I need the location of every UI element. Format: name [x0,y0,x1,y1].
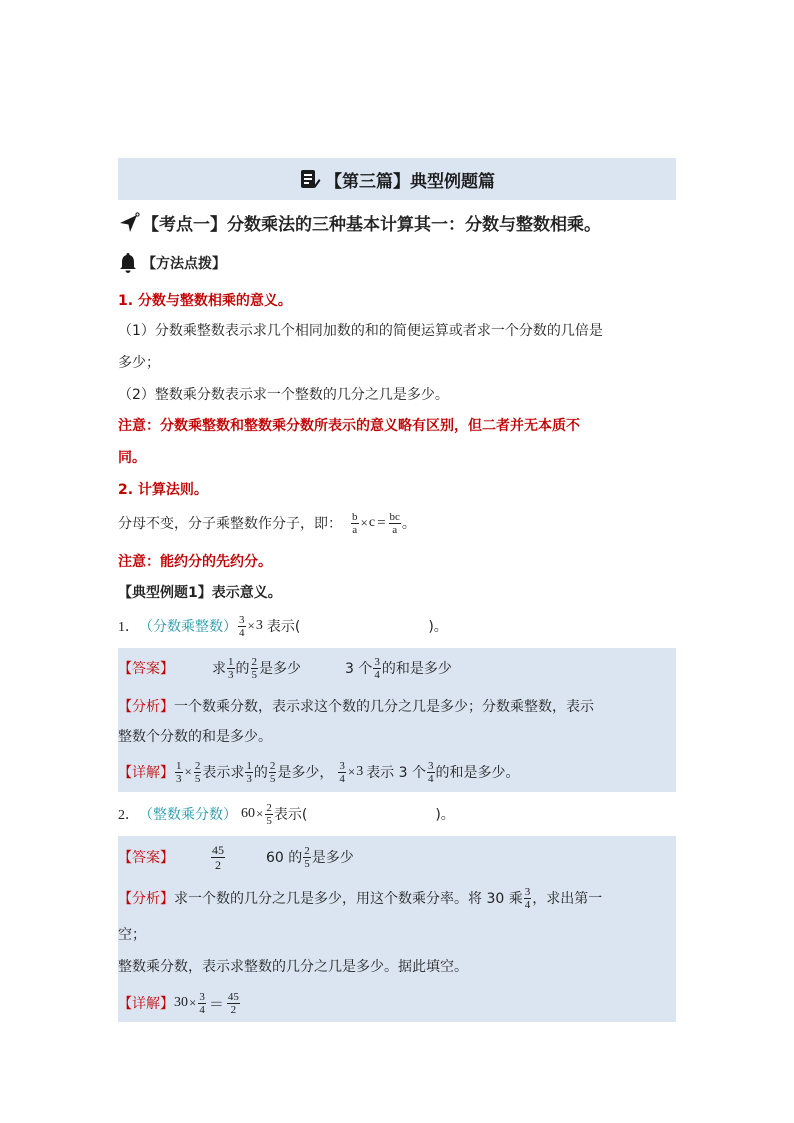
example-title: 【典型例题1】表示意义。 [118,585,282,601]
analysis-text-1: 一个数乘分数，表示求这个数的几分之几是多少；分数乘整数，表示 [174,699,594,715]
fraction: $\frac{2}{5}$ [194,759,201,785]
equals-sign: = [377,514,386,531]
question-2-fraction: $\frac{2}{5}$ [266,801,272,827]
times-sign: × [360,515,368,530]
q1-analysis-row [118,688,676,752]
note-1-line1: 注意：分数乘整数和整数乘分数所表示的意义略有区别，但二者并无本质不 [118,418,580,434]
topic-title: 【考点一】分数乘法的三种基本计算其一：分数与整数相乘。 [142,215,601,235]
q2-analysis-row-2 [118,948,676,984]
times-sign: × [247,618,255,633]
question-1-tag: （分数乘整数） [139,619,237,635]
detail-label: 【详解】 [118,996,174,1012]
fraction-two-fifths: 2 5 [251,655,257,681]
detail-text: 的和是多少。 [435,765,520,781]
fraction: $\frac{3}{4}$ [199,990,205,1016]
fraction: 3 4 [428,759,434,785]
analysis-line-2: 空； [118,927,146,943]
point-1a-line1: （1）分数乘整数表示求几个相同加数的和的简便运算或者求一个分数的几倍是 [118,323,603,339]
analysis-label: 【分析】 [118,699,174,715]
detail-text: 的 [253,765,268,781]
rule-end: 。 [401,516,416,532]
analysis-line-1 [118,696,594,716]
point-1b: （2）整数乘分数表示求一个整数的几分之几是多少。 [118,387,449,403]
detail-int: 30 [174,995,188,1010]
method-heading [118,252,676,274]
times-sign: × [347,764,356,779]
fraction-one-third: 1 3 [228,655,234,681]
fraction-b-over-a: $\frac{b}{a}$ [352,510,358,536]
note-1-line2: 同。 [118,450,146,466]
equals-sign: ＝ [208,996,224,1013]
fraction: $\frac{1}{3}$ [176,759,182,785]
fraction-45-over-2: 45 2 [212,842,224,872]
answer-b-pre: 3 个 [345,661,373,677]
rule-c: c [368,515,376,530]
answer-a-post: 是多少 [259,661,301,677]
answer-label: 【答案】 [118,661,174,677]
bell-icon [118,252,138,274]
note-2: 注意：能约分的先约分。 [118,554,272,570]
answer-label: 【答案】 [118,850,174,866]
fraction: 45 2 [227,990,239,1016]
analysis-label: 【分析】 [118,891,174,907]
q2-answer-row [118,836,676,878]
answer-a-pre: 求 [212,661,226,677]
fraction-three-quarters: 3 4 [374,655,380,681]
point-1-heading: 1. 分数与整数相乘的意义。 [118,293,292,309]
point-1a-line2: 多少； [118,355,160,371]
fraction: $\frac{3}{4}$ [339,759,345,785]
answer-b-pre: 60 的 [266,850,303,866]
detail-text: 表示 3 个 [366,765,426,781]
question-1-close: )。 [428,619,448,635]
detail-label: 【详解】 [118,765,174,781]
q2-detail-row [118,984,676,1022]
q2-analysis-row [118,878,676,948]
question-1-show: 表示( [266,619,301,635]
notepad-pencil-icon [299,168,321,190]
question-1 [118,606,676,646]
fraction-two-fifths: 2 5 [304,844,310,870]
question-1-int: 3 [255,618,263,633]
answer-b-post: 的和是多少 [381,661,452,677]
navigation-arrow-icon [118,212,140,234]
question-2-int: 60 [241,806,255,821]
question-2-number: 2． [118,808,139,823]
analysis-line-2: 整数个分数的和是多少。 [118,729,272,745]
rule-line [118,504,676,542]
fraction: 2 5 [269,759,276,785]
analysis-text-1a: 求一个数的几分之几是多少，用这个数乘分率。将 30 乘 [174,891,523,907]
question-2-close: )。 [435,807,455,823]
rule-text: 分母不变，分子乘整数作分子，即： [118,516,342,532]
q1-answer-row [118,648,676,688]
question-2 [118,794,676,834]
analysis-line-3: 整数乘分数，表示求整数的几分之几是多少。据此填空。 [118,959,468,975]
question-1-number: 1． [118,620,139,635]
topic-heading [118,210,676,235]
question-2-show: 表示( [273,807,308,823]
fraction: 1 3 [246,759,252,785]
point-2-heading: 2. 计算法则。 [118,482,208,498]
times-sign: × [189,995,197,1010]
method-title: 【方法点拨】 [142,256,226,272]
answer-a-mid: 的 [235,661,250,677]
times-sign: × [184,764,192,779]
banner-title: 【第三篇】典型例题篇 [325,171,495,192]
detail-int: 3 [356,764,364,779]
times-sign: × [256,806,264,821]
q1-detail-row [118,752,676,792]
question-1-fraction: $\frac{3}{4}$ [239,613,245,639]
section-banner [118,158,676,200]
fraction-bc-over-a: $\frac{bc}{a}$ [389,510,400,536]
question-2-tag: （整数乘分数） [139,807,237,823]
detail-text: 表示求 [202,765,245,781]
analysis-text-1b: ，求出第一 [532,891,603,907]
analysis-line-1 [118,884,602,912]
answer-b-post: 是多少 [311,850,354,866]
detail-text: 是多少， [277,765,334,781]
fraction-three-quarters: 3 4 [524,885,531,911]
